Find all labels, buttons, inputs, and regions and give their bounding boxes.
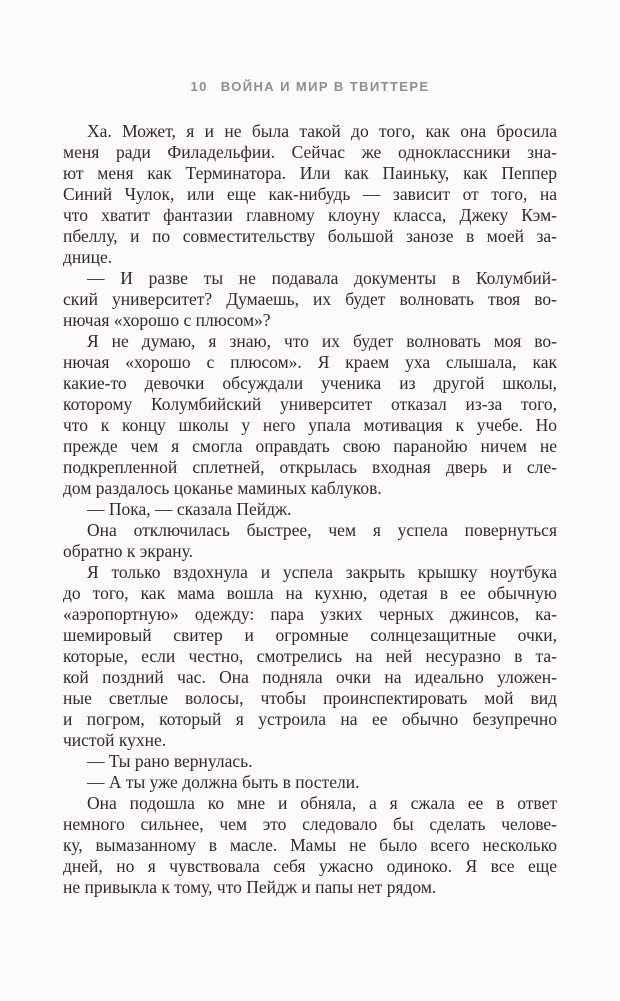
text-line: дом раздалось цоканье маминых каблуков. <box>63 478 382 498</box>
text-line: которому Колумбийский университет отказал из-за того, <box>63 394 557 414</box>
text-line: не привыкла к тому, что Пейдж и папы нет рядом. <box>63 877 437 897</box>
text-line: что хватит фантазии главному клоуну класса, Джеку Кэм- <box>63 205 557 225</box>
text-line: дней, но я чувствовала себя ужасно одиноко. Я все еще <box>63 856 557 876</box>
text-line: — Пока, — сказала Пейдж. <box>87 499 292 519</box>
text-line: ют меня как Терминатора. Или как Паиньку, как Пеппер <box>63 163 557 183</box>
text-line: и погром, который я устроила на ее обычно безупречно <box>63 709 557 729</box>
text-line: — Ты рано вернулась. <box>87 751 253 771</box>
text-line: подкрепленной сплетней, открылась входная дверь и сле- <box>63 457 557 477</box>
running-header <box>0 79 620 94</box>
text-line: меня ради Филадельфии. Сейчас же одноклассники зна- <box>63 142 557 162</box>
page-number: 10 <box>190 79 208 94</box>
text-line: кой поздний час. Она подняла очки на идеально уложен- <box>63 667 557 687</box>
text-line: — А ты уже должна быть в постели. <box>87 772 360 792</box>
text-line: какие-то девочки обсуждали ученика из другой школы, <box>63 373 557 393</box>
text-line: обратно к экрану. <box>63 541 194 561</box>
text-line: что к концу школы у него упала мотивация к учебе. Но <box>63 415 557 435</box>
text-line: шемировый свитер и огромные солнцезащитные очки, <box>63 625 557 645</box>
text-line: до того, как мама вошла на кухню, одетая в ее обычную <box>63 583 557 603</box>
text-line: «аэропортную» одежду: пара узких черных джинсов, ка- <box>63 604 557 624</box>
text-line: днице. <box>63 247 113 267</box>
text-line: нючая «хорошо с плюсом»? <box>63 310 271 330</box>
text-line: прежде чем я смогла оправдать свою паранойю ничем не <box>63 436 557 456</box>
text-line: которые, если честно, смотрелись на ней несуразно в та- <box>63 646 557 666</box>
text-line: пбеллу, и по совместительству большой занозе в моей за- <box>63 226 557 246</box>
text-line: ку, вымазанному в масле. Мамы не было всего несколько <box>63 835 557 855</box>
text-line: Ха. Может, я и не была такой до того, как она бросила <box>87 121 557 141</box>
text-line: немного сильнее, чем это следовало бы сделать челове- <box>63 814 557 834</box>
text-line: Я не думаю, я знаю, что их будет волновать моя во- <box>87 331 557 351</box>
text-line: Она подошла ко мне и обняла, а я сжала ее в ответ <box>87 793 557 813</box>
text-line: нючая «хорошо с плюсом». Я краем уха слышала, как <box>63 352 557 372</box>
page-body <box>63 121 557 898</box>
text-line: ский университет? Думаешь, их будет волновать твоя во- <box>63 289 557 309</box>
text-line: Я только вздохнула и успела закрыть крышку ноутбука <box>87 562 557 582</box>
running-title: ВОЙНА И МИР В ТВИТТЕРЕ <box>220 79 430 94</box>
text-line: чистой кухне. <box>63 730 167 750</box>
text-line: ные светлые волосы, чтобы проинспектировать мой вид <box>63 688 557 708</box>
text-line: Синий Чулок, или еще как-нибудь — зависит от того, на <box>63 184 557 204</box>
text-line: Она отключилась быстрее, чем я успела повернуться <box>87 520 557 540</box>
text-line: — И разве ты не подавала документы в Колумбий- <box>87 268 557 288</box>
